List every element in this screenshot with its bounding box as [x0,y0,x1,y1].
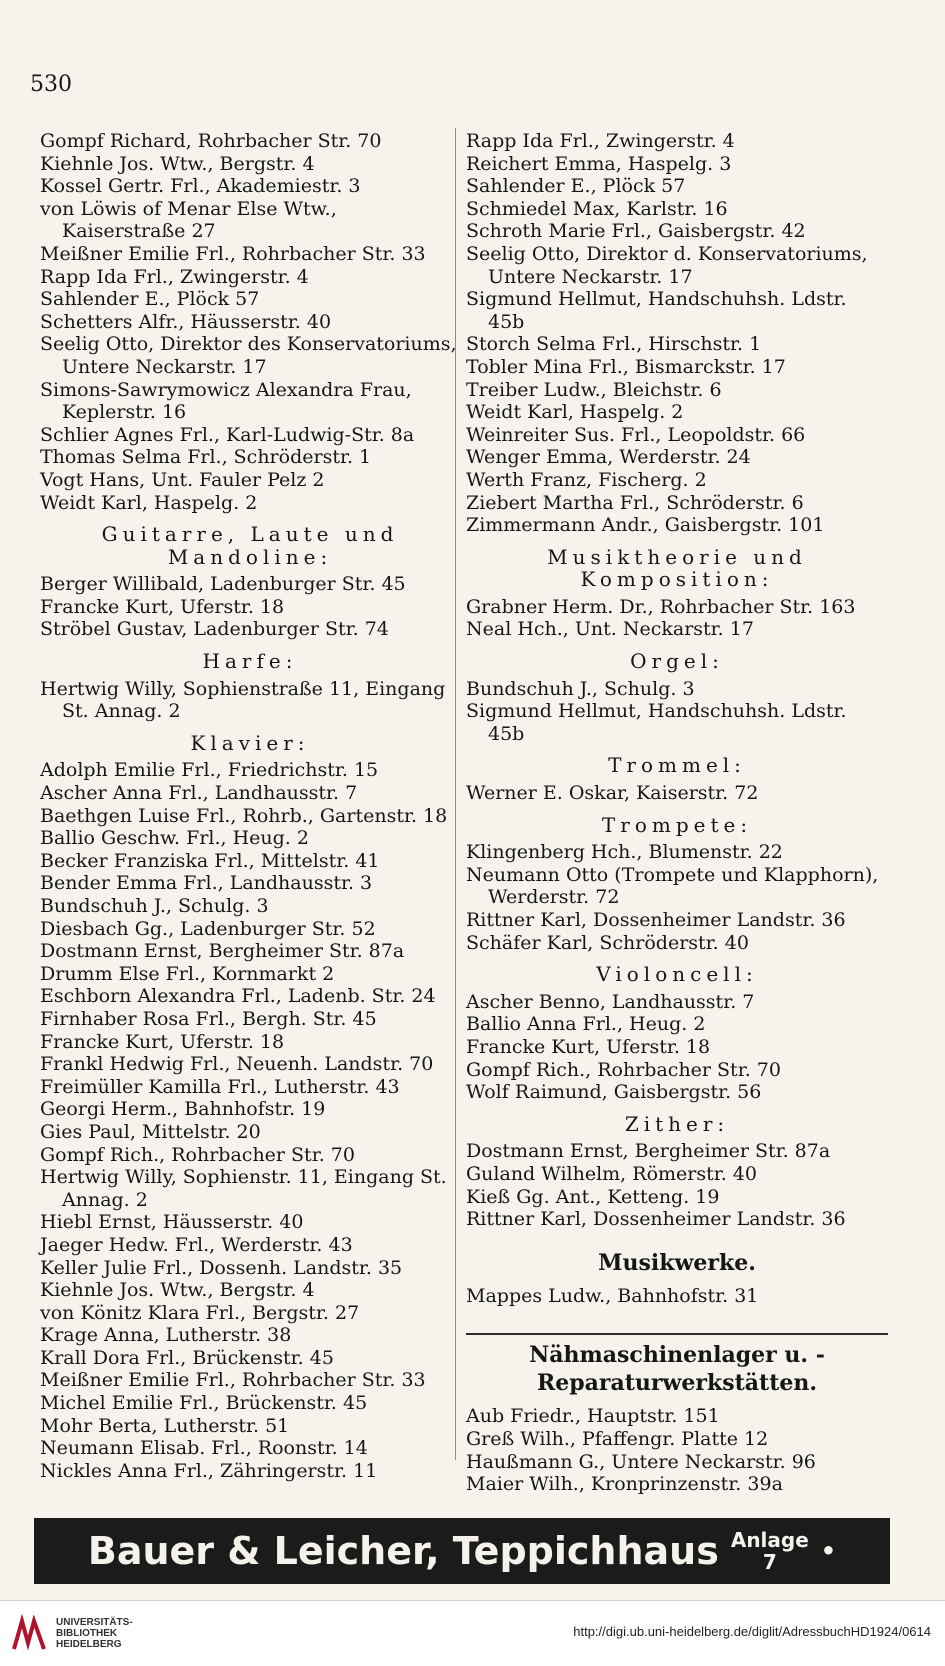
directory-entry: Frankl Hedwig Frl., Neuenh. Landstr. 70 [40,1053,434,1076]
directory-entry: Neal Hch., Unt. Neckarstr. 17 [466,618,754,641]
directory-entry: Krage Anna, Lutherstr. 38 [40,1324,292,1347]
directory-entry: Wolf Raimund, Gaisbergstr. 56 [466,1081,762,1104]
directory-entry: Weidt Karl, Haspelg. 2 [466,401,684,424]
section-heading: Trompete: [601,812,753,837]
directory-entry: Ascher Benno, Landhausstr. 7 [466,990,755,1013]
section-heading: Trommel: [608,753,746,778]
directory-entry: Nickles Anna Frl., Zähringerstr. 11 [40,1459,378,1482]
directory-entry: Rittner Karl, Dossenheimer Landstr. 36 [466,909,846,931]
section-heading: Violoncell: [596,962,758,987]
directory-entry: Schlier Agnes Frl., Karl-Ludwig-Str. 8a [40,423,415,446]
directory-entry: Freimüller Kamilla Frl., Lutherstr. 43 [40,1075,400,1098]
directory-entry: Mappes Ludw., Bahnhofstr. 31 [466,1284,759,1307]
directory-entry: Tobler Mina Frl., Bismarckstr. 17 [466,355,786,378]
directory-entry: von Löwis of Menar Else Wtw., Kaiserstraße 27 [40,197,337,243]
directory-entry: Klingenberg Hch., Blumenstr. 22 [466,841,783,864]
section-heading: Harfe: [202,649,298,674]
banner-anlage [731,1529,809,1573]
directory-entry: Kieß Gg. Ant., Ketteng. 19 [466,1185,720,1208]
directory-entry: Schetters Alfr., Häusserstr. 40 [40,310,332,333]
library-logo-icon [8,1613,50,1655]
left-column [40,130,460,1482]
directory-entry: Schmiedel Max, Karlstr. 16 [466,197,728,220]
directory-entry: Rittner Karl, Dossenheimer Landstr. 36 [466,1208,846,1231]
directory-entry: Sigmund Hellmut, Handschuhsh. Ldstr. 45b [466,700,847,745]
source-url-link[interactable]: http://digi.ub.uni-heidelberg.de/diglit/AdressbuchHD1924/0614 [573,1624,931,1639]
directory-entry: Kiehnle Jos. Wtw., Bergstr. 4 [40,152,315,175]
directory-entry: Mohr Berta, Lutherstr. 51 [40,1414,290,1437]
library-logo-text [56,1617,133,1650]
directory-entry: Simons-Sawrymowicz Alexandra Frau, Keplerstr. 16 [40,378,412,424]
directory-entry: Zimmermann Andr., Gaisbergstr. 101 [466,514,825,537]
directory-entry: Sigmund Hellmut, Handschuhsh. Ldstr. 45b [466,288,847,333]
section-heading: Orgel: [630,649,724,674]
directory-entry: Neumann Otto (Trompete und Klapphorn), Werderstr. 72 [466,863,879,909]
directory-entry: Schäfer Karl, Schröderstr. 40 [466,931,749,954]
directory-entry: Sahlender E., Plöck 57 [40,288,260,311]
category-heading: Musikwerke. [598,1249,756,1276]
directory-entry: Gies Paul, Mittelstr. 20 [40,1120,261,1143]
page-number: 530 [30,72,72,97]
directory-entry: Seelig Otto, Direktor d. Konservatoriums, Untere Neckarstr. 17 [466,242,868,288]
directory-entry: Bundschuh J., Schulg. 3 [40,895,269,917]
directory-entry: Haußmann G., Untere Neckarstr. 96 [466,1450,816,1473]
directory-entry: Georgi Herm., Bahnhofstr. 19 [40,1098,326,1121]
directory-entry: Becker Franziska Frl., Mittelstr. 41 [40,849,380,872]
advertisement-banner [34,1518,890,1584]
directory-entry: Rapp Ida Frl., Zwingerstr. 4 [40,265,309,288]
directory-entry: Hertwig Willy, Sophienstraße 11, Eingang St. Annag. 2 [40,677,446,723]
directory-entry: Diesbach Gg., Ladenburger Str. 52 [40,917,376,940]
directory-entry: Dostmann Ernst, Bergheimer Str. 87a [40,940,405,963]
directory-entry: Meißner Emilie Frl., Rohrbacher Str. 33 [40,242,426,265]
directory-entry: Ziebert Martha Frl., Schröderstr. 6 [466,491,804,514]
banner-anlage-number: 7 [762,1550,777,1574]
logo-line: UNIVERSITÄTS- [56,1617,133,1628]
directory-entry: Seelig Otto, Direktor des Konservatoriums, Untere Neckarstr. 17 [40,333,457,378]
right-column [466,130,888,1496]
directory-entry: Eschborn Alexandra Frl., Ladenb. Str. 24 [40,985,436,1008]
directory-entry: Jaeger Hedw. Frl., Werderstr. 43 [40,1233,353,1256]
directory-entry: Francke Kurt, Uferstr. 18 [40,1030,285,1053]
directory-entry: Reichert Emma, Haspelg. 3 [466,152,732,175]
directory-entry: Michel Emilie Frl., Brückenstr. 45 [40,1392,368,1415]
directory-entry: Neumann Elisab. Frl., Roonstr. 14 [40,1437,368,1460]
directory-entry: Thomas Selma Frl., Schröderstr. 1 [40,446,372,469]
directory-entry: Kiehnle Jos. Wtw., Bergstr. 4 [40,1279,315,1302]
directory-entry: Francke Kurt, Uferstr. 18 [466,1035,711,1058]
directory-entry: Treiber Ludw., Bleichstr. 6 [466,378,722,401]
directory-entry: Weinreiter Sus. Frl., Leopoldstr. 66 [466,423,806,446]
directory-entry: Vogt Hans, Unt. Fauler Pelz 2 [40,468,325,491]
directory-entry: von Könitz Klara Frl., Bergstr. 27 [40,1301,360,1324]
banner-anlage-word: Anlage [730,1528,809,1552]
directory-entry: Drumm Else Frl., Kornmarkt 2 [40,962,335,985]
directory-entry: Baethgen Luise Frl., Rohrb., Gartenstr. 18 [40,804,448,827]
directory-entry: Ballio Anna Frl., Heug. 2 [466,1013,706,1036]
logo-line: HEIDELBERG [56,1639,122,1650]
directory-entry: Sahlender E., Plöck 57 [466,175,686,198]
category-heading: Nähmaschinenlager u. -Reparaturwerkstätten. [466,1333,888,1397]
directory-entry: Krall Dora Frl., Brückenstr. 45 [40,1346,334,1369]
directory-entry: Werner E. Oskar, Kaiserstr. 72 [466,782,759,805]
directory-entry: Francke Kurt, Uferstr. 18 [40,595,285,618]
directory-entry: Firnhaber Rosa Frl., Bergh. Str. 45 [40,1007,377,1030]
section-heading: Zither: [624,1111,730,1136]
directory-entry: Ascher Anna Frl., Landhausstr. 7 [40,782,358,805]
banner-dot: • [820,1537,837,1565]
directory-entry: Werth Franz, Fischerg. 2 [466,468,707,491]
directory-entry: Aub Friedr., Hauptstr. 151 [466,1405,720,1428]
banner-text: Bauer & Leicher, Teppichhaus [87,1529,719,1573]
section-heading: Klavier: [190,730,310,755]
directory-entry: Ströbel Gustav, Ladenburger Str. 74 [40,618,389,641]
directory-entry: Meißner Emilie Frl., Rohrbacher Str. 33 [40,1369,426,1392]
directory-entry: Schroth Marie Frl., Gaisbergstr. 42 [466,220,806,243]
footer-bar [0,1600,945,1666]
directory-entry: Hiebl Ernst, Häusserstr. 40 [40,1211,304,1234]
logo-line: BIBLIOTHEK [56,1628,118,1639]
directory-entry: Maier Wilh., Kronprinzenstr. 39a [466,1473,783,1496]
directory-entry: Grabner Herm. Dr., Rohrbacher Str. 163 [466,595,856,618]
directory-entry: Bundschuh J., Schulg. 3 [466,677,695,700]
directory-entry: Adolph Emilie Frl., Friedrichstr. 15 [40,759,379,782]
directory-entry: Hertwig Willy, Sophienstr. 11, Eingang St. Annag. 2 [40,1166,447,1211]
directory-entry: Greß Wilh., Pfaffengr. Platte 12 [466,1427,769,1450]
directory-entry: Rapp Ida Frl., Zwingerstr. 4 [466,130,735,152]
directory-entry: Bender Emma Frl., Landhausstr. 3 [40,872,373,895]
directory-entry: Guland Wilhelm, Römerstr. 40 [466,1162,757,1185]
directory-entry: Gompf Richard, Rohrbacher Str. 70 [40,130,382,152]
directory-entry: Weidt Karl, Haspelg. 2 [40,491,258,514]
directory-entry: Wenger Emma, Werderstr. 24 [466,446,751,469]
directory-entry: Gompf Rich., Rohrbacher Str. 70 [40,1143,355,1166]
section-heading: Musiktheorie und Komposition: [547,544,807,592]
directory-entry: Berger Willibald, Ladenburger Str. 45 [40,573,406,596]
directory-entry: Gompf Rich., Rohrbacher Str. 70 [466,1058,781,1081]
directory-entry: Keller Julie Frl., Dossenh. Landstr. 35 [40,1256,403,1279]
directory-entry: Dostmann Ernst, Bergheimer Str. 87a [466,1140,831,1163]
directory-entry: Ballio Geschw. Frl., Heug. 2 [40,827,309,850]
directory-entry: Kossel Gertr. Frl., Akademiestr. 3 [40,175,361,198]
directory-entry: Storch Selma Frl., Hirschstr. 1 [466,333,762,356]
section-heading: Guitarre, Laute und Mandoline: [101,522,399,569]
